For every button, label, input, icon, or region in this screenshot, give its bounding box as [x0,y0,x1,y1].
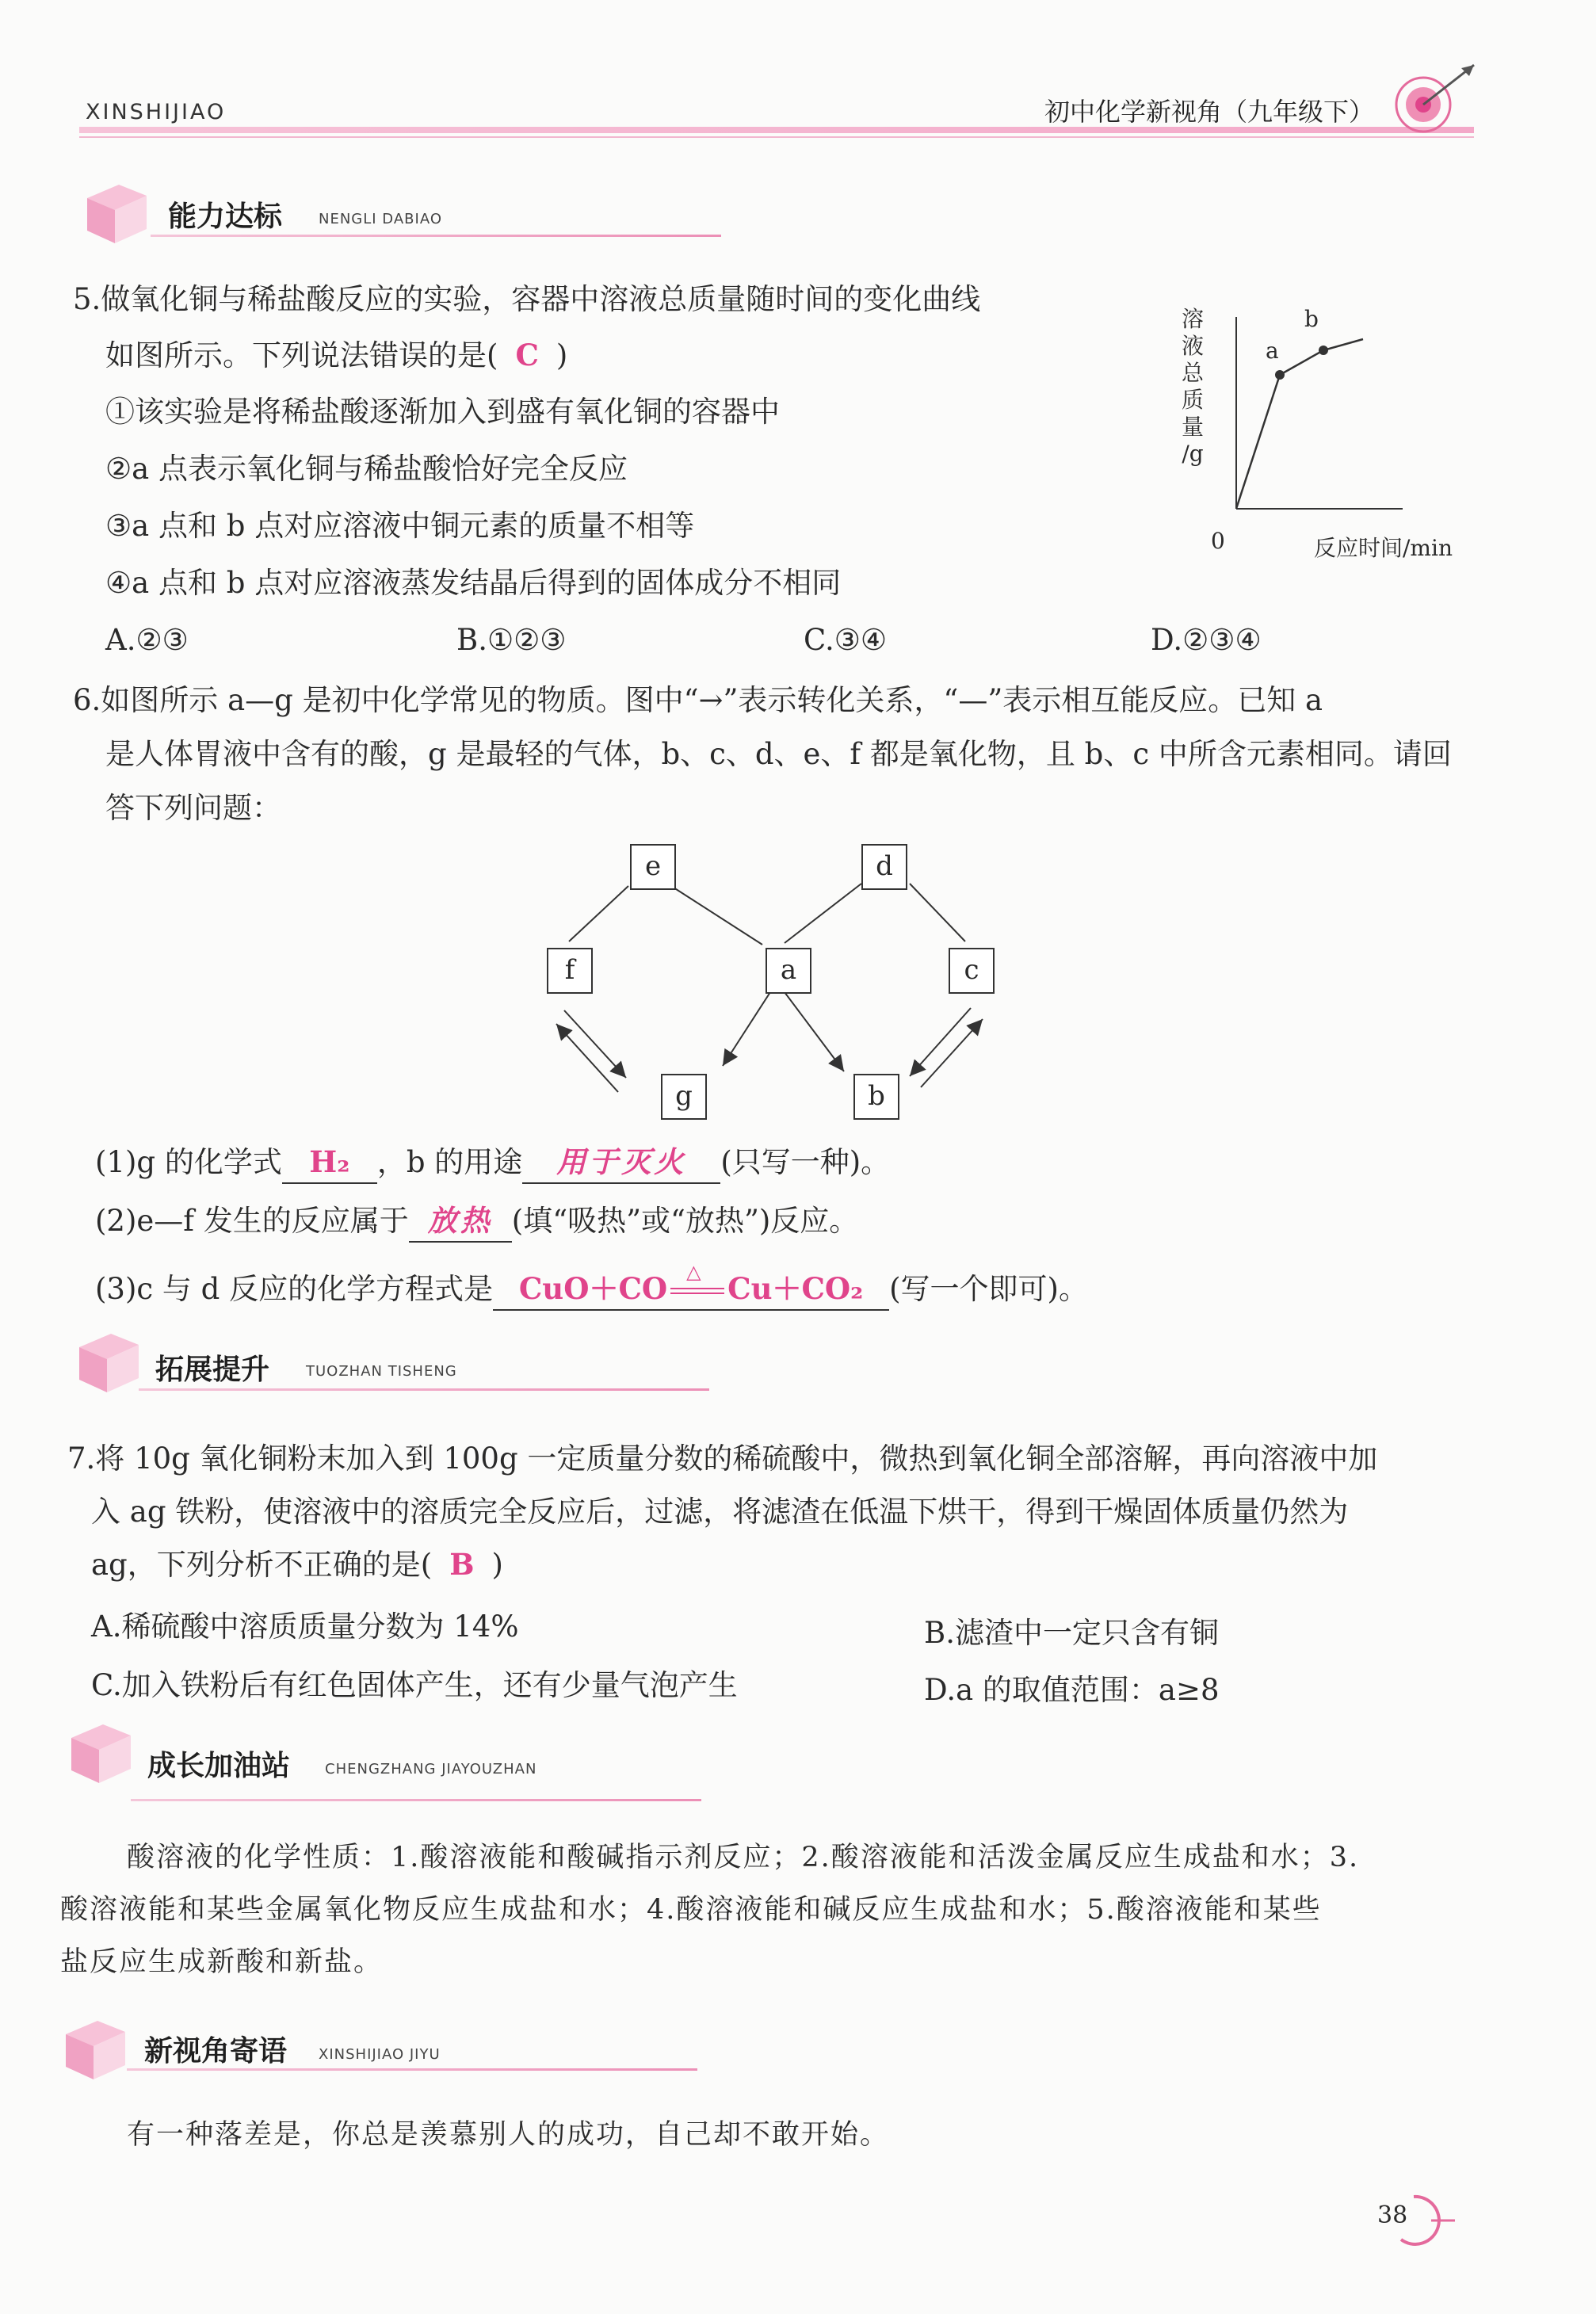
section-sub-tuozhan: TUOZHAN TISHENG [306,1363,457,1380]
node-b: b [853,1074,899,1120]
graph-label-b: b [1304,306,1319,332]
section-sub-chengzhang: CHENGZHANG JIAYOUZHAN [325,1761,537,1778]
q5-item-3: ③a 点和 b 点对应溶液中铜元素的质量不相等 [105,509,695,543]
graph-origin: 0 [1211,528,1225,554]
section-cube-icon [75,170,155,250]
q6-answer-equation: CuO＋CO △ Cu＋CO₂ [493,1268,889,1311]
section-cube-icon [67,1319,147,1399]
graph-point-a [1275,370,1285,380]
q5-option-d: D.②③④ [1151,623,1262,657]
node-c: c [949,948,995,994]
section-rule [127,2068,697,2071]
section-sub-nengli: NENGLI DABIAO [319,211,442,227]
q5-answer: C [515,338,539,372]
section-title-jiyu: 新视角寄语 [144,2035,288,2068]
q7-stem-line3: ag，下列分析不正确的是( B ) [91,1547,503,1582]
q7-option-a: A.稀硫酸中溶质质量分数为 14% [91,1609,519,1644]
node-g: g [661,1074,707,1120]
message-text: 有一种落差是，你总是羡慕别人的成功，自己却不敢开始。 [127,2119,890,2151]
running-header-left: XINSHIJIAO [86,100,227,124]
section-rule [131,1799,701,1801]
graph-y-label: 溶 液 总 质 量 /g [1181,306,1204,467]
q6-answer-g-formula: H₂ [282,1141,377,1184]
section-title-chengzhang: 成长加油站 [147,1750,291,1782]
q7-option-c: C.加入铁粉后有红色固体产生，还有少量气泡产生 [91,1668,738,1702]
q5-mass-time-graph [1220,301,1411,523]
q7-option-b: B.滤渣中一定只含有铜 [924,1616,1219,1650]
q7-stem-line2: 入 ag 铁粉，使溶液中的溶质完全反应后，过滤，将滤渣在低温下烘干，得到干燥固体质量仍然为 [91,1495,1349,1529]
q6-part3: (3)c 与 d 反应的化学方程式是 CuO＋CO △ Cu＋CO₂ (写一个即可)。 [95,1268,1088,1311]
header-band [79,127,1474,133]
section-rule [151,235,721,237]
q5-item-1: ①该实验是将稀盐酸逐渐加入到盛有氧化铜的容器中 [105,395,780,429]
node-f: f [547,948,593,994]
q6-stem-line1: 6.如图所示 a—g 是初中化学常见的物质。图中“→”表示转化关系，“—”表示相互能反应。已知 a [73,683,1323,717]
q6-answer-heat: 放热 [409,1200,512,1243]
tips-line2: 酸溶液能和某些金属氧化物反应生成盐和水；4.酸溶液能和碱反应生成盐和水；5.酸溶液能和某些 [60,1894,1322,1926]
page-number: 38 [1377,2201,1408,2229]
header-rule [79,136,1474,138]
graph-label-a: a [1266,338,1279,364]
q6-stem-line2: 是人体胃液中含有的酸，g 是最轻的气体，b、c、d、e、f 都是氧化物，且 b、c 中所含元素相同。请回 [105,737,1452,771]
q5-stem-line2: 如图所示。下列说法错误的是( C ) [105,338,568,372]
section-title-tuozhan: 拓展提升 [155,1354,270,1386]
section-cube-icon [59,1710,139,1789]
q5-option-b: B.①②③ [456,623,567,657]
page-number-ornament-icon [1379,2187,1458,2251]
q5-option-a: A.②③ [105,623,189,657]
q7-stem-line1: 7.将 10g 氧化铜粉末加入到 100g 一定质量分数的稀硫酸中，微热到氧化铜全部溶解，再向溶液中加 [67,1441,1378,1476]
tips-line3: 盐反应生成新酸和新盐。 [60,1946,384,1978]
q5-stem-line1: 5.做氧化铜与稀盐酸反应的实验，容器中溶液总质量随时间的变化曲线 [73,282,981,316]
q5-item-2: ②a 点表示氧化铜与稀盐酸恰好完全反应 [105,452,628,486]
running-header-title: 初中化学新视角（九年级下） [1044,97,1375,127]
q5-item-4: ④a 点和 b 点对应溶液蒸发结晶后得到的固体成分不相同 [105,566,842,600]
section-title-nengli: 能力达标 [168,200,283,233]
target-logo-icon [1379,48,1490,143]
q6-answer-b-use: 用于灭火 [522,1141,720,1184]
q7-option-d: D.a 的取值范围：a≥8 [924,1673,1220,1707]
node-a: a [766,948,811,994]
section-cube-icon [54,2007,133,2086]
node-e: e [630,844,676,890]
graph-point-b [1319,346,1328,355]
section-rule [139,1388,709,1391]
node-d: d [861,844,907,890]
q6-stem-line3: 答下列问题： [105,791,281,825]
tips-line1: 酸溶液的化学性质：1.酸溶液能和酸碱指示剂反应；2.酸溶液能和活泼金属反应生成盐和水；3. [127,1842,1360,1873]
section-sub-jiyu: XINSHIJIAO JIYU [319,2046,441,2063]
q7-answer: B [449,1547,475,1582]
q6-part1: (1)g 的化学式 H₂ ，b 的用途 用于灭火 (只写一种)。 [95,1141,890,1184]
q6-part2: (2)e—f 发生的反应属于 放热 (填“吸热”或“放热”)反应。 [95,1200,858,1243]
graph-x-label: 反应时间/min [1314,535,1453,561]
q5-option-c: C.③④ [804,623,888,657]
